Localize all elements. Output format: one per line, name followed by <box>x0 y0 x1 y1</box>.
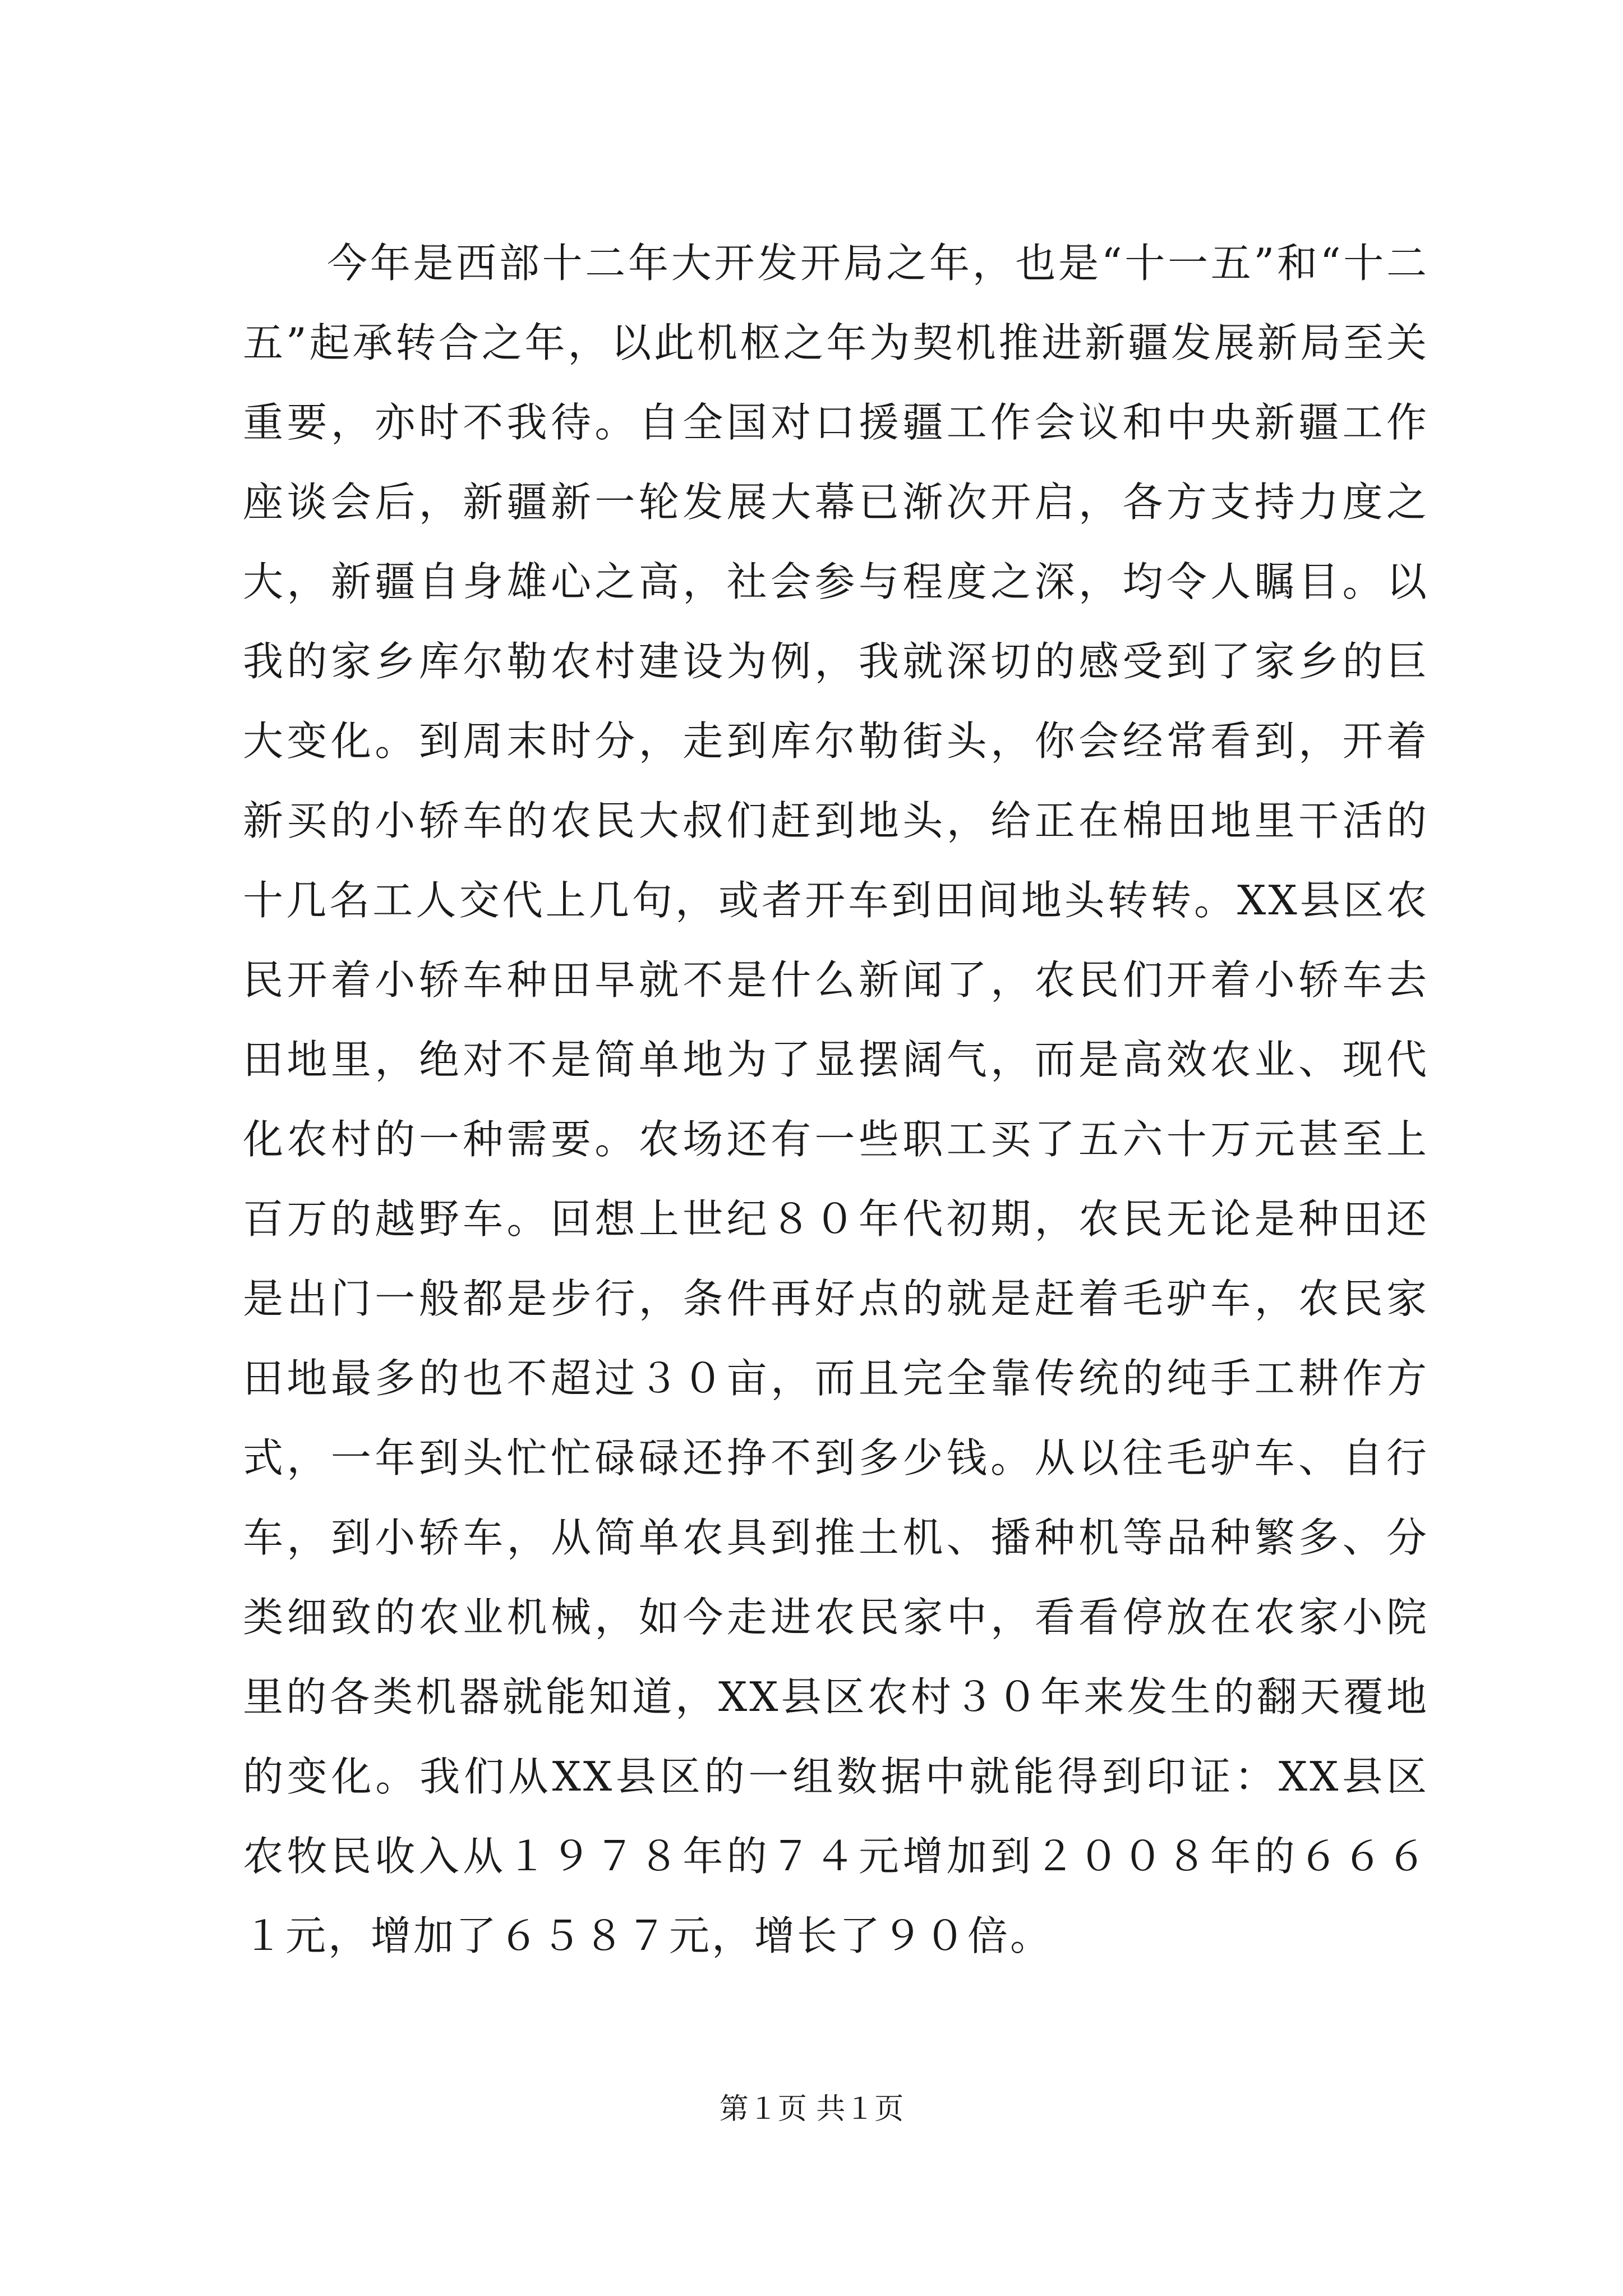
page-footer: 第１页 共１页 <box>719 2092 904 2126</box>
body-paragraph: 今年是西部十二年大开发开局之年，也是“十一五”和“十二五”起承转合之年，以此机枢之年为契机推进新疆发展新局至关重要，亦时不我待。自全国对口援疆工作会议和中央新疆工作座谈会后，新疆新一轮发展大幕已渐次开启，各方支持力度之大，新疆自身雄心之高，社会参与程度之深，均令人瞩目。以我的家乡库尔勒农村建设为例，我就深切的感受到了家乡的巨大变化。到周末时分，走到库尔勒街头，你会经常看到，开着新买的小轿车的农民大叔们赶到地头，给正在棉田地里干活的十几名工人交代上几句，或者开车到田间地头转转。XX县区农民开着小轿车种田早就不是什么新闻了，农民们开着小轿车去田地里，绝对不是简单地为了显摆阔气，而是高效农业、现代化农村的一种需要。农场还有一些职工买了五六十万元甚至上百万的越野车。回想上世纪８０年代初期，农民无论是种田还是出门一般都是步行，条件再好点的就是赶着毛驴车，农民家田地最多的也不超过３０亩，而且完全靠传统的纯手工耕作方式，一年到头忙忙碌碌还挣不到多少钱。从以往毛驴车、自行车，到小轿车，从简单农具到推土机、播种机等品种繁多、分类细致的农业机械，如今走进农民家中，看看停放在农家小院里的各类机器就能知道，XX县区农村３０年来发生的翻天覆地的变化。我们从XX县区的一组数据中就能得到印证：XX县区农牧民收入从１９７８年的７４元增加到２００８年的６６６１元，增加了６５８７元，增长了９０倍。 <box>243 240 1429 1959</box>
